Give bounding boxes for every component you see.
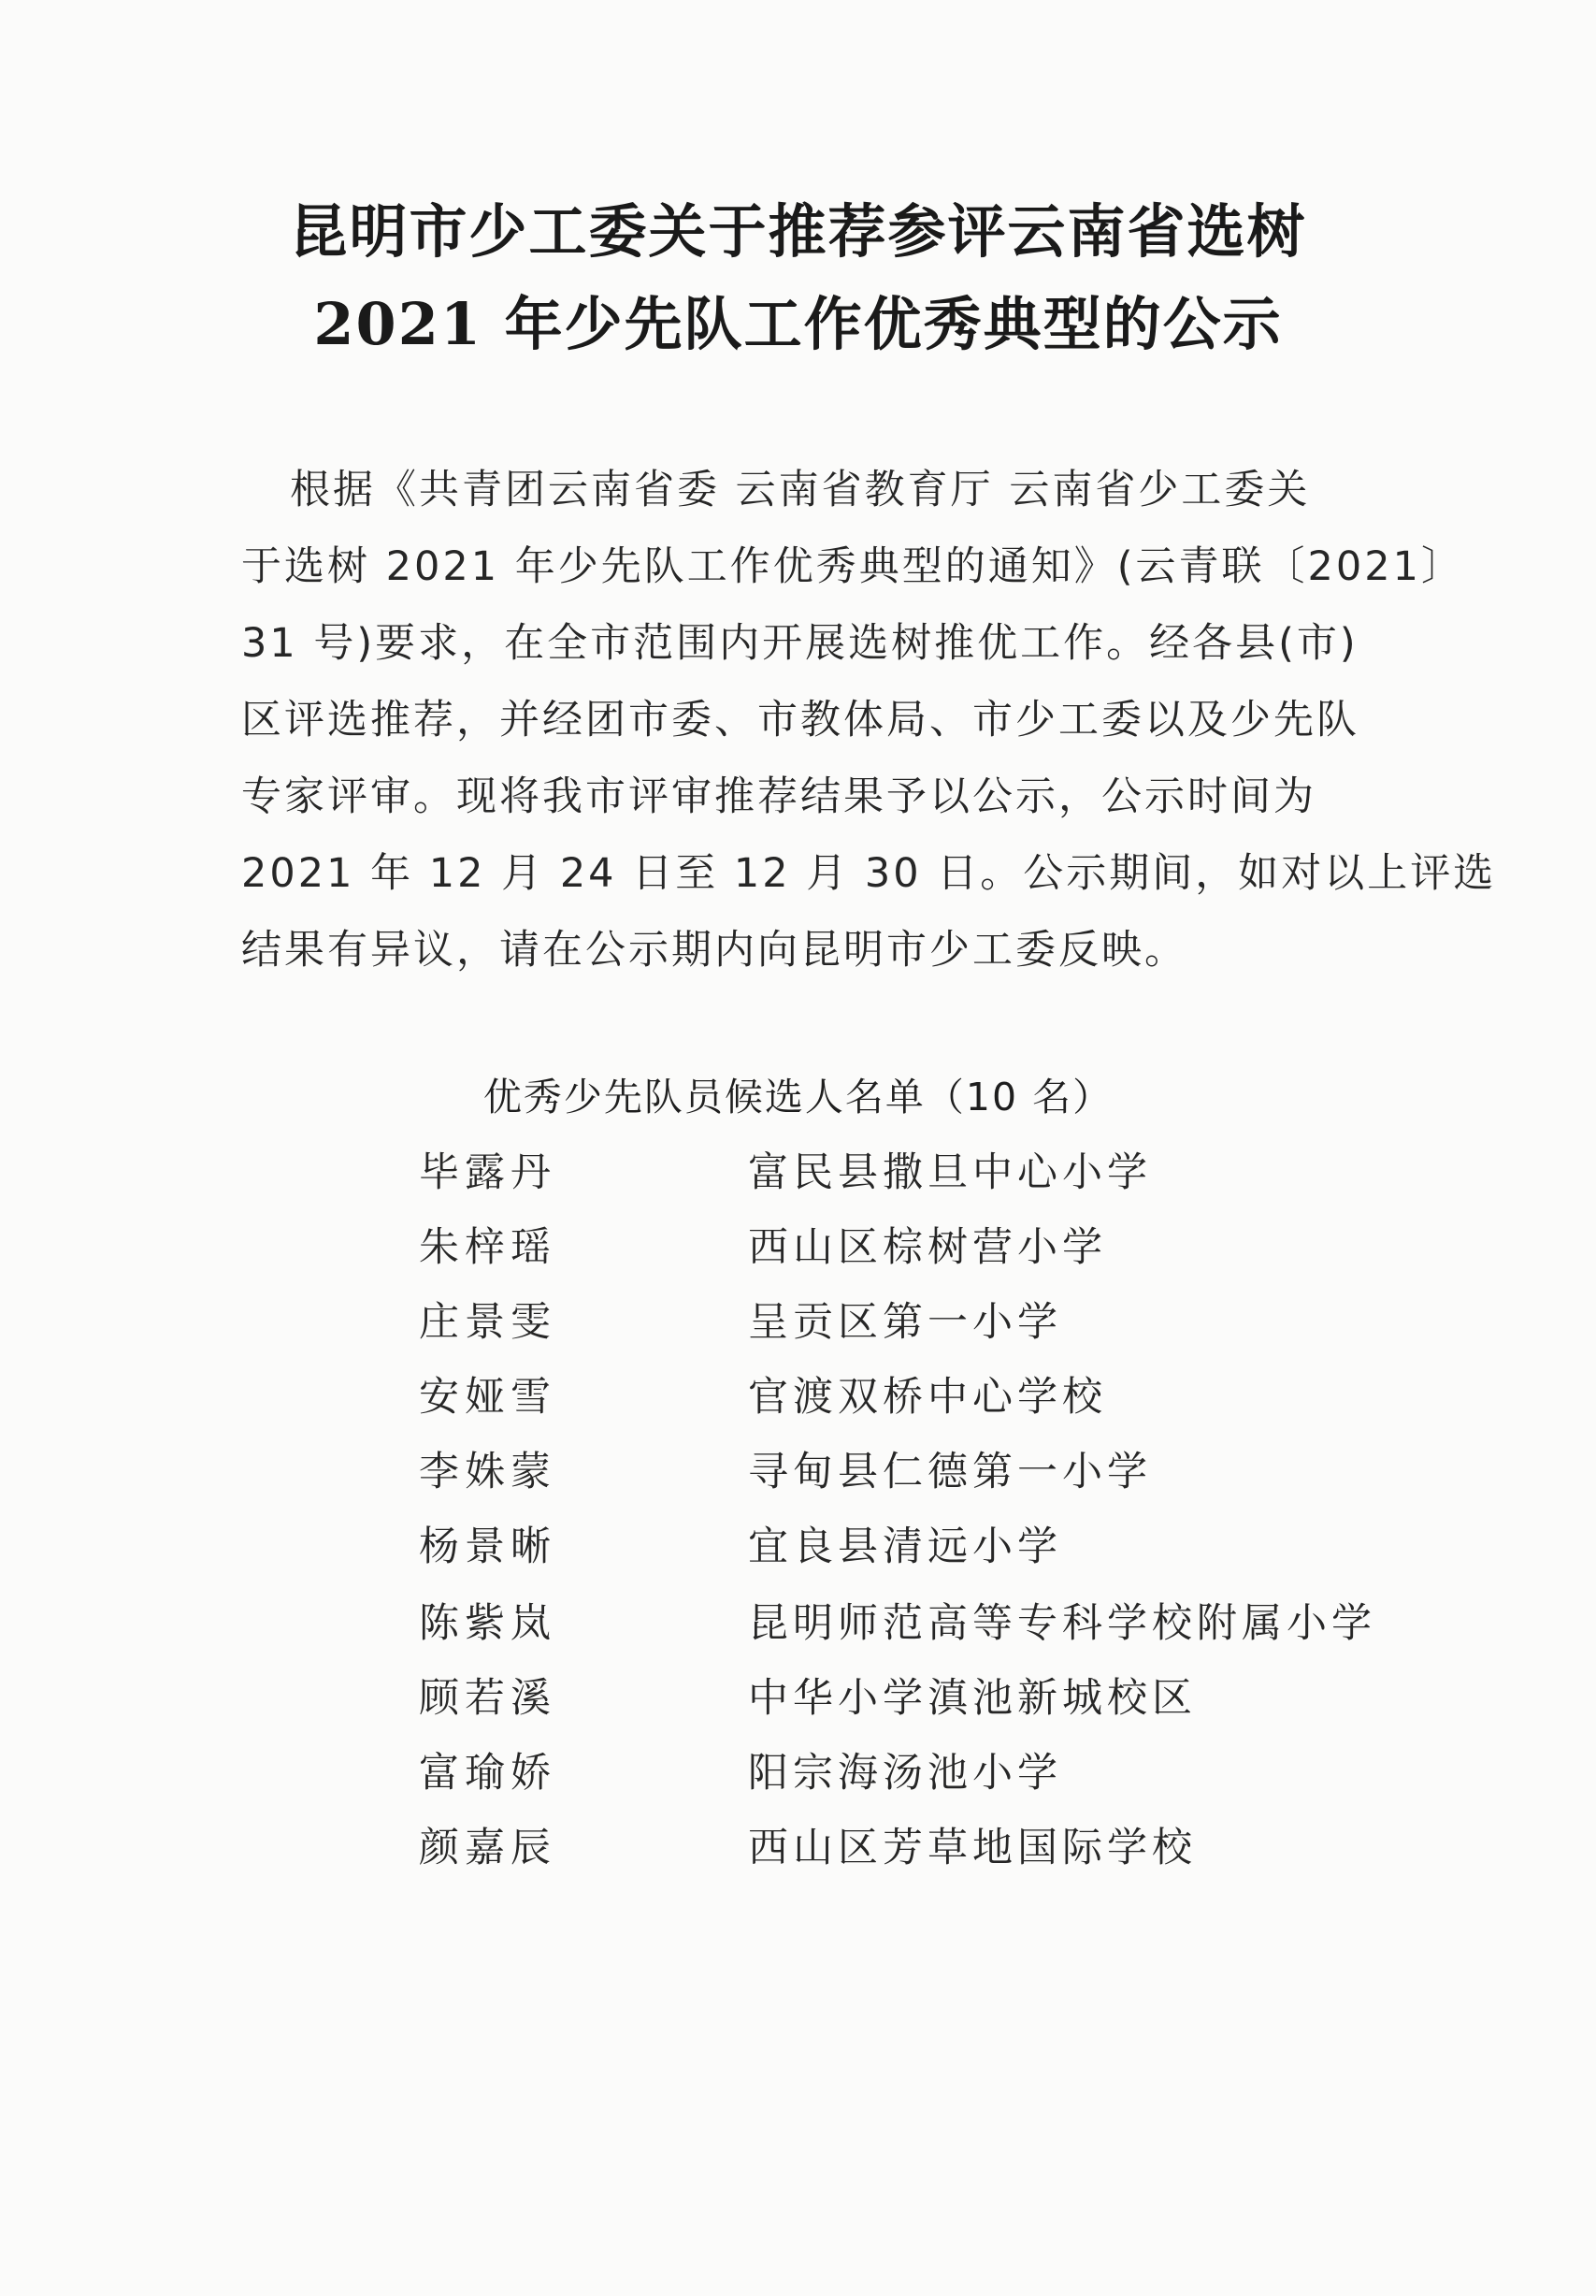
candidate-name: 安娅雪 — [419, 1374, 556, 1421]
paragraph-line: 根据《共青团云南省委 云南省教育厅 云南省少工委关 — [204, 467, 1311, 513]
paragraph-line: 区评选推荐，并经团市委、市教体局、市少工委以及少先队 — [241, 697, 1359, 744]
candidate-school: 官渡双桥中心学校 — [748, 1374, 1107, 1421]
candidate-name: 庄景雯 — [419, 1299, 556, 1346]
list-item — [0, 1291, 1596, 1347]
list-item — [0, 1667, 1596, 1723]
candidate-list-heading: 优秀少先队员候选人名单（10 名） — [482, 1075, 1114, 1119]
candidate-name: 毕露丹 — [419, 1149, 556, 1196]
list-item — [0, 1515, 1596, 1571]
list-item — [0, 1592, 1596, 1648]
document-title-line-1: 昆明市少工委关于推荐参评云南省选树 — [289, 197, 1307, 266]
candidate-school: 西山区棕树营小学 — [748, 1224, 1107, 1271]
candidate-name: 颜嘉辰 — [419, 1825, 556, 1871]
candidate-school: 寻甸县仁德第一小学 — [748, 1449, 1152, 1495]
candidate-name: 顾若溪 — [419, 1675, 556, 1722]
candidate-school: 宜良县清远小学 — [748, 1523, 1062, 1570]
candidate-name: 朱梓瑶 — [419, 1224, 556, 1271]
candidate-school: 西山区芳草地国际学校 — [748, 1825, 1197, 1871]
candidate-school: 阳宗海汤池小学 — [748, 1750, 1062, 1797]
list-item — [0, 1741, 1596, 1798]
candidate-name: 陈紫岚 — [419, 1600, 556, 1647]
list-item — [0, 1216, 1596, 1272]
paragraph-line: 31 号)要求，在全市范围内开展选树推优工作。经各县(市) — [241, 620, 1359, 667]
list-item — [0, 1440, 1596, 1496]
candidate-school: 呈贡区第一小学 — [748, 1299, 1062, 1346]
candidate-school: 富民县撒旦中心小学 — [748, 1149, 1152, 1196]
candidate-name: 李姝蒙 — [419, 1449, 556, 1495]
paragraph-line: 于选树 2021 年少先队工作优秀典型的通知》(云青联〔2021〕 — [241, 543, 1464, 590]
candidate-name: 富瑜娇 — [419, 1750, 556, 1797]
candidate-school: 中华小学滇池新城校区 — [748, 1675, 1197, 1722]
document-title-line-2: 2021 年少先队工作优秀典型的公示 — [313, 290, 1283, 358]
list-item — [0, 1141, 1596, 1197]
paragraph-line: 2021 年 12 月 24 日至 12 月 30 日。公示期间，如对以上评选 — [241, 850, 1497, 897]
paragraph-line: 结果有异议，请在公示期内向昆明市少工委反映。 — [241, 927, 1187, 974]
candidate-school: 昆明师范高等专科学校附属小学 — [748, 1600, 1376, 1647]
paragraph-line: 专家评审。现将我市评审推荐结果予以公示，公示时间为 — [241, 773, 1316, 820]
candidate-name: 杨景晰 — [419, 1523, 556, 1570]
list-item — [0, 1816, 1596, 1872]
list-item — [0, 1365, 1596, 1422]
